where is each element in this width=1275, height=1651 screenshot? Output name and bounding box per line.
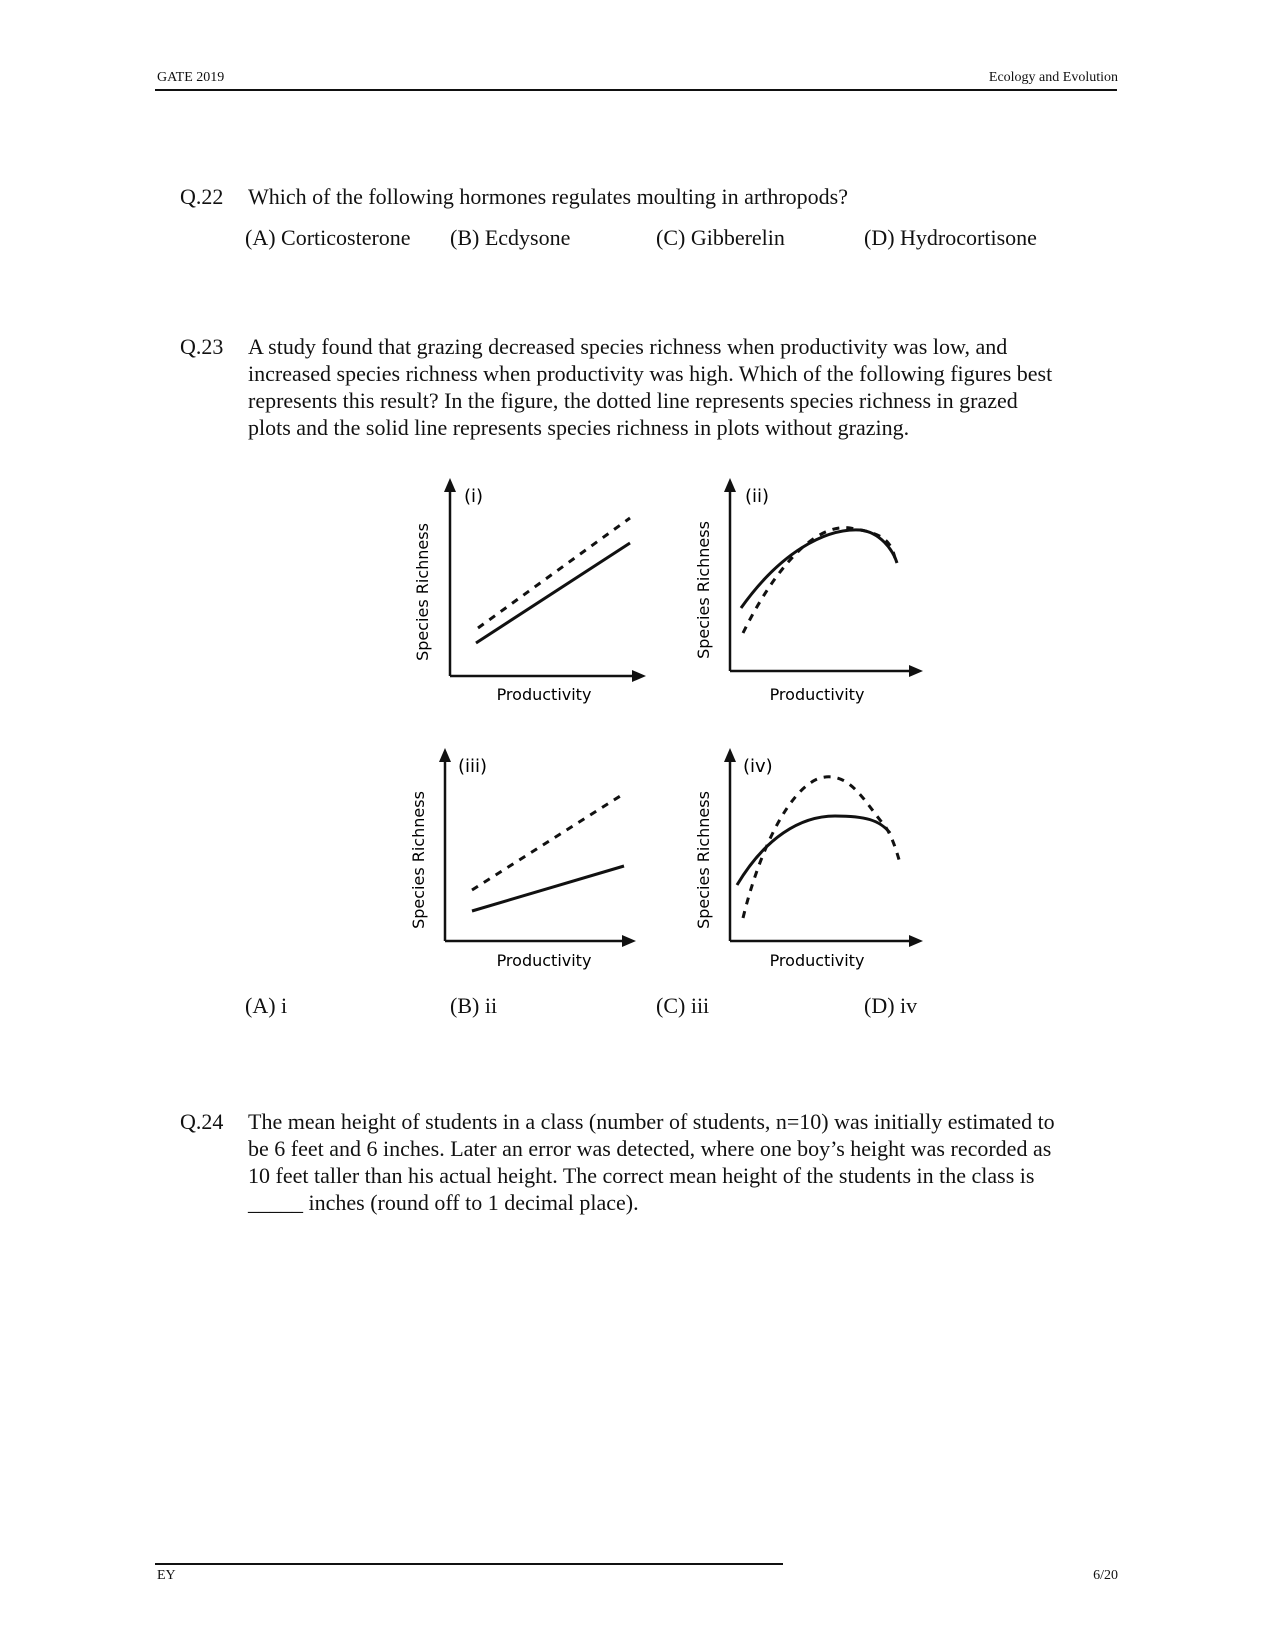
header-subject: Ecology and Evolution [988,70,1118,85]
y-axis-arrow [724,748,736,762]
question-text-line: 10 feet taller than his actual height. The correct mean height of the students in the class is [248,1163,1035,1188]
question-text-line: increased species richness when productivity was high. Which of the following figures best [248,361,1053,386]
question-text-line: plots and the solid line represents species richness in plots without grazing. [248,415,910,440]
figure-label: (iii) [458,756,488,777]
figure-label: (iv) [743,756,773,777]
x-axis-arrow [909,665,923,677]
question-number: Q.23 [180,334,224,359]
figure-iv [685,748,945,983]
figure-ii-svg [685,478,945,708]
ungrazed-curve [737,816,890,885]
figure-ii [685,478,945,713]
q22-option-d: (D) Hydrocortisone [864,225,1037,250]
q23-option-b: (B) ii [450,993,498,1018]
question-text [248,333,1108,441]
x-axis-label: Productivity [769,685,865,704]
figure-iv-svg [685,748,945,978]
figure-iii-svg [400,748,660,978]
header-rule [155,89,1117,91]
x-axis-label: Productivity [769,951,865,970]
x-axis-arrow [622,935,636,947]
question-text [248,1108,1108,1216]
x-axis-arrow [909,935,923,947]
figure-label: (i) [464,486,484,507]
y-axis-label: Species Richness [694,521,713,659]
x-axis-label: Productivity [496,951,592,970]
grazed-curve [478,518,630,628]
figure-i [400,478,660,713]
question-text-line: be 6 feet and 6 inches. Later an error was detected, where one boy’s height was recorded as [248,1136,1052,1161]
q22-option-b: (B) Ecdysone [450,225,571,250]
question-number: Q.22 [180,184,224,209]
grazed-curve [743,528,895,633]
q23-option-c: (C) iii [656,993,710,1018]
figure-iii [400,748,660,983]
page-number: 6/20 [1093,1568,1118,1583]
question-number: Q.24 [180,1109,224,1134]
question-text-line: The mean height of students in a class (number of students, n=10) was initially estimated to [248,1109,1055,1134]
footer-paper-code: EY [157,1568,176,1583]
header-exam-title: GATE 2019 [157,70,225,85]
x-axis-label: Productivity [496,685,592,704]
ungrazed-curve [476,543,630,643]
question-text-line: A study found that grazing decreased species richness when productivity was low, and [248,334,1008,359]
question-text [248,183,1108,210]
ungrazed-curve [472,866,624,911]
y-axis-label: Species Richness [413,523,432,661]
y-axis-arrow [724,478,736,492]
y-axis-arrow [439,748,451,762]
question-text-line: Which of the following hormones regulates moulting in arthropods? [248,184,848,209]
x-axis-arrow [632,670,646,682]
figure-i-svg [400,478,660,708]
q23-option-d: (D) iv [864,993,918,1018]
grazed-curve [472,793,625,890]
question-text-line: _____ inches (round off to 1 decimal place). [248,1190,639,1215]
figure-label: (ii) [745,486,770,507]
question-text-line: represents this result? In the figure, the dotted line represents species richness in grazed [248,388,1018,413]
y-axis-label: Species Richness [694,791,713,929]
q22-option-a: (A) Corticosterone [245,225,411,250]
footer-rule [155,1563,783,1565]
q22-option-c: (C) Gibberelin [656,225,785,250]
y-axis-label: Species Richness [409,791,428,929]
y-axis-arrow [444,478,456,492]
q23-option-a: (A) i [245,993,288,1018]
